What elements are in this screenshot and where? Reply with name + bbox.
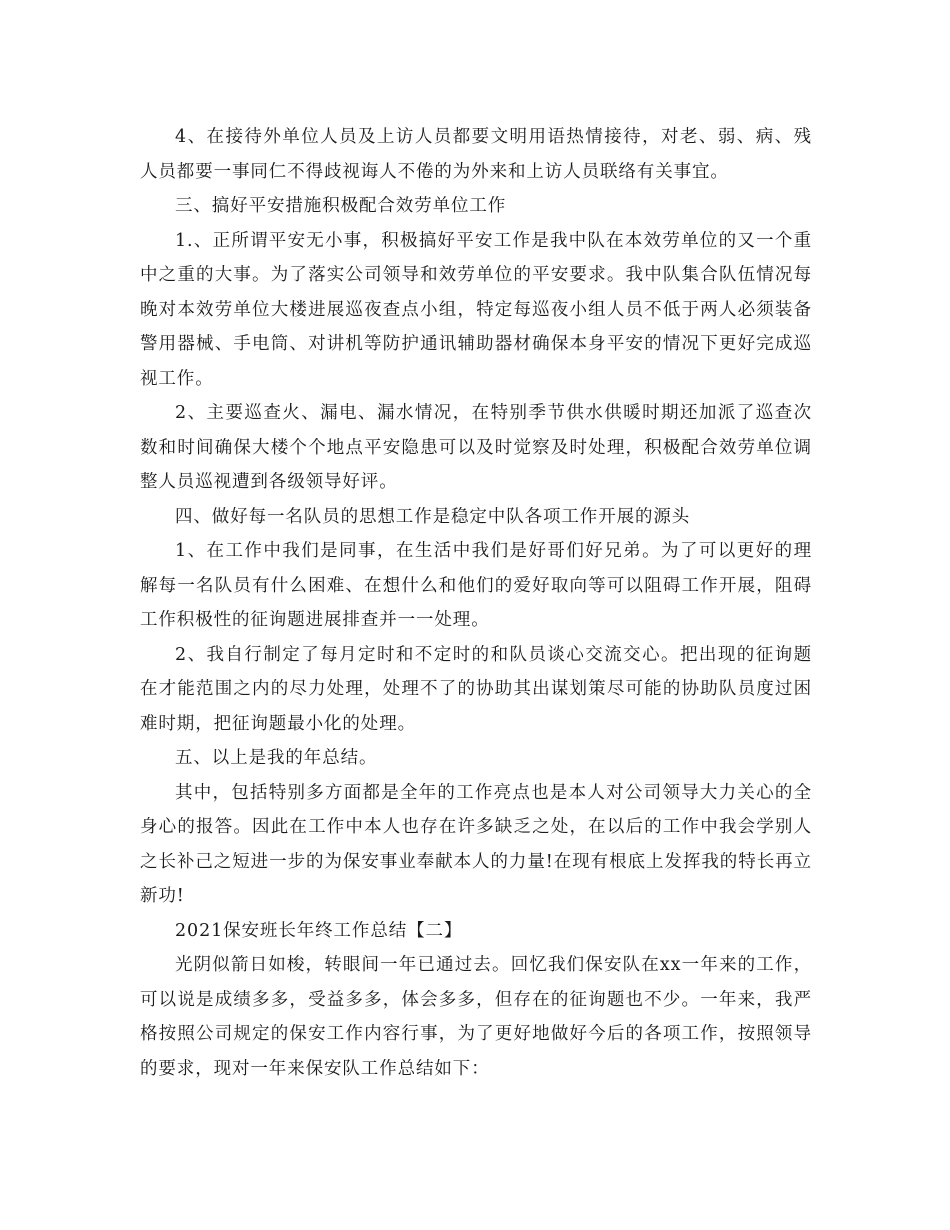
section-title-part-two: 2021保安班长年终工作总结【二】	[175, 920, 463, 941]
paragraph-inspection: 2、主要巡查火、漏电、漏水情况，在特别季节供水供暖时期还加派了巡查次数和时间确保大楼个个地点平安隐患可以及时觉察及时处理，积极配合效劳单位调整人员巡视遭到各级领导好评。	[140, 403, 812, 492]
document-page	[140, 120, 812, 1086]
heading-summary: 五、以上是我的年总结。	[175, 748, 378, 768]
paragraph-heart-to-heart: 2、我自行制定了每月定时和不定时的和队员谈心交流交心。把出现的征询题在才能范围之内的尽力处理，处理不了的协助其出谋划策尽可能的协助队员度过困难时期，把征询题最小化的处理。	[140, 644, 812, 734]
paragraph-intro-part-two: 光阴似箭日如梭，转眼间一年已通过去。回忆我们保安队在xx一年来的工作，可以说是成绩多多，受益多多，体会多多，但存在的征询题也不少。一年来，我严格按照公司规定的保安工作内容行事，为了更好地做好今后的各项工作，按照领导的要求，现对一年来保安队工作总结如下：	[140, 955, 812, 1079]
paragraph-night-patrol: 1.、正所谓平安无小事，积极搞好平安工作是我中队在本效劳单位的又一个重中之重的大事。为了落实公司领导和效劳单位的平安要求。我中队集合队伍情况每晚对本效劳单位大楼进展巡夜查点小组，特定每巡夜小组人员不低于两人必须装备警用器械、手电筒、对讲机等防护通讯辅助器材确保本身平安的情况下更好完成巡视工作。	[140, 230, 812, 389]
paragraph-colleagues: 1、在工作中我们是同事，在生活中我们是好哥们好兄弟。为了可以更好的理解每一名队员有什么困难、在想什么和他们的爱好取向等可以阻碍工作开展，阻碍工作积极性的征询题进展排查并一一处理。	[140, 541, 812, 630]
heading-team-morale: 四、做好每一名队员的思想工作是稳定中队各项工作开展的源头	[175, 506, 691, 527]
heading-safety-measures: 三、搞好平安措施积极配合效劳单位工作	[175, 196, 507, 216]
paragraph-reception-civility: 4、在接待外单位人员及上访人员都要文明用语热情接待，对老、弱、病、残人员都要一事同仁不得歧视诲人不倦的为外来和上访人员联络有关事宜。	[140, 127, 812, 182]
paragraph-conclusion: 其中，包括特别多方面都是全年的工作亮点也是本人对公司领导大力关心的全身心的报答。因此在工作中本人也存在许多缺乏之处，在以后的工作中我会学别人之长补己之短进一步的为保安事业奉献本人的力量!在现有根底上发挥我的特长再立新功!	[140, 782, 812, 906]
